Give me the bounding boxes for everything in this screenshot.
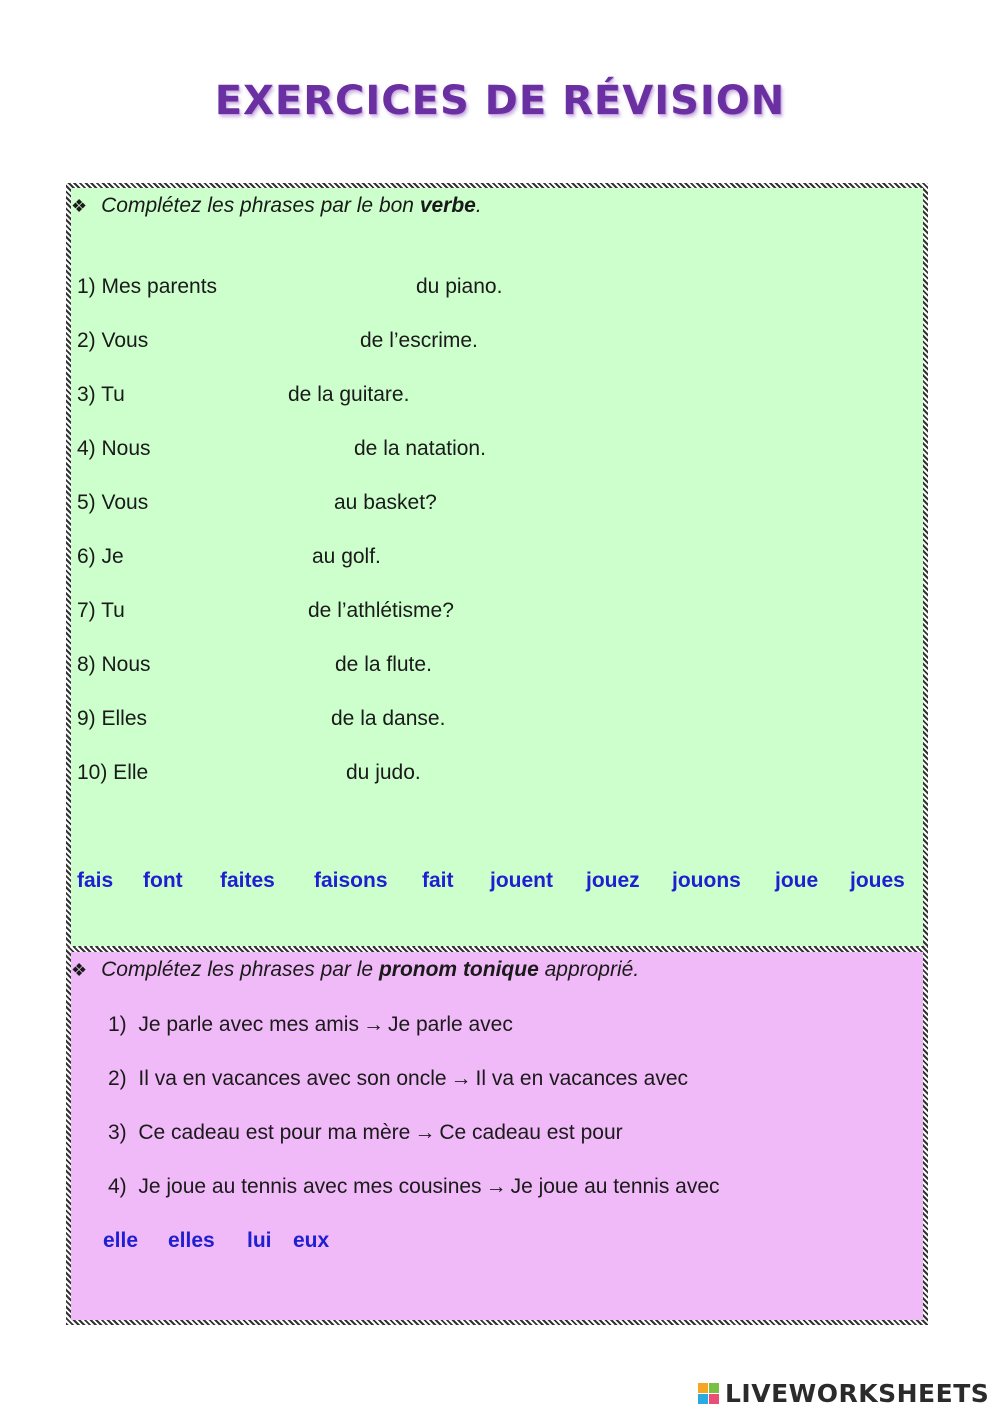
arrow-right-icon: → (414, 1121, 436, 1144)
word-bank-item: jouent (490, 869, 553, 892)
arrow-right-icon: → (485, 1175, 507, 1198)
verb-sentence-8: 8) Nous de la flute. (77, 653, 432, 676)
pronoun-instruction: ❖ Complétez les phrases par le pronom tonique approprié. (71, 958, 640, 981)
arrow-right-icon: → (450, 1067, 472, 1090)
arrow-right-icon: → (362, 1013, 384, 1036)
verb-sentence-6: 6) Je au golf. (77, 545, 381, 568)
word-bank-item: faisons (314, 869, 388, 892)
word-bank-item: fais (77, 869, 114, 892)
word-bank-item: elle (103, 1229, 139, 1252)
verb-sentence-7: 7) Tu de l’athlétisme? (77, 599, 454, 622)
diamond-bullet-icon: ❖ (71, 960, 88, 980)
word-bank-item: font (143, 869, 183, 892)
word-bank-item: elles (168, 1229, 215, 1252)
pronoun-sentence-2: 2) Il va en vacances avec son oncle → Il va en vacances avec (108, 1067, 688, 1090)
word-bank-item: joues (850, 869, 905, 892)
verb-exercise-box (66, 183, 928, 951)
verb-sentence-4: 4) Nous de la natation. (77, 437, 486, 460)
brand-name: LIVEWORKSHEETS (725, 1378, 990, 1408)
verb-sentence-2: 2) Vous de l’escrime. (77, 329, 478, 352)
liveworksheets-logo (698, 1378, 989, 1408)
verb-sentence-10: 10) Elle du judo. (77, 761, 421, 784)
verb-sentence-3: 3) Tu de la guitare. (77, 383, 410, 406)
pronoun-sentence-4: 4) Je joue au tennis avec mes cousines → Je joue au tennis avec (108, 1175, 720, 1198)
diamond-bullet-icon: ❖ (71, 196, 88, 216)
word-bank-item: faites (220, 869, 275, 892)
word-bank-item: fait (422, 869, 454, 892)
verb-sentence-1: 1) Mes parents du piano. (77, 275, 503, 298)
pronoun-exercise-box (66, 947, 928, 1325)
word-bank-item: jouons (672, 869, 741, 892)
word-bank-item: jouez (586, 869, 640, 892)
verb-instruction: ❖ Complétez les phrases par le bon verbe. (71, 194, 482, 217)
word-bank-item: joue (775, 869, 819, 892)
pronoun-sentence-1: 1) Je parle avec mes amis → Je parle avec (108, 1013, 513, 1036)
word-bank-item: lui (247, 1229, 272, 1252)
verb-sentence-5: 5) Vous au basket? (77, 491, 437, 514)
page-title: EXERCICES DE RÉVISION (214, 78, 786, 124)
liveworksheets-logo-icon (698, 1383, 719, 1404)
pronoun-sentence-3: 3) Ce cadeau est pour ma mère → Ce cadeau est pour (108, 1121, 623, 1144)
verb-sentence-9: 9) Elles de la danse. (77, 707, 446, 730)
word-bank-item: eux (293, 1229, 330, 1252)
